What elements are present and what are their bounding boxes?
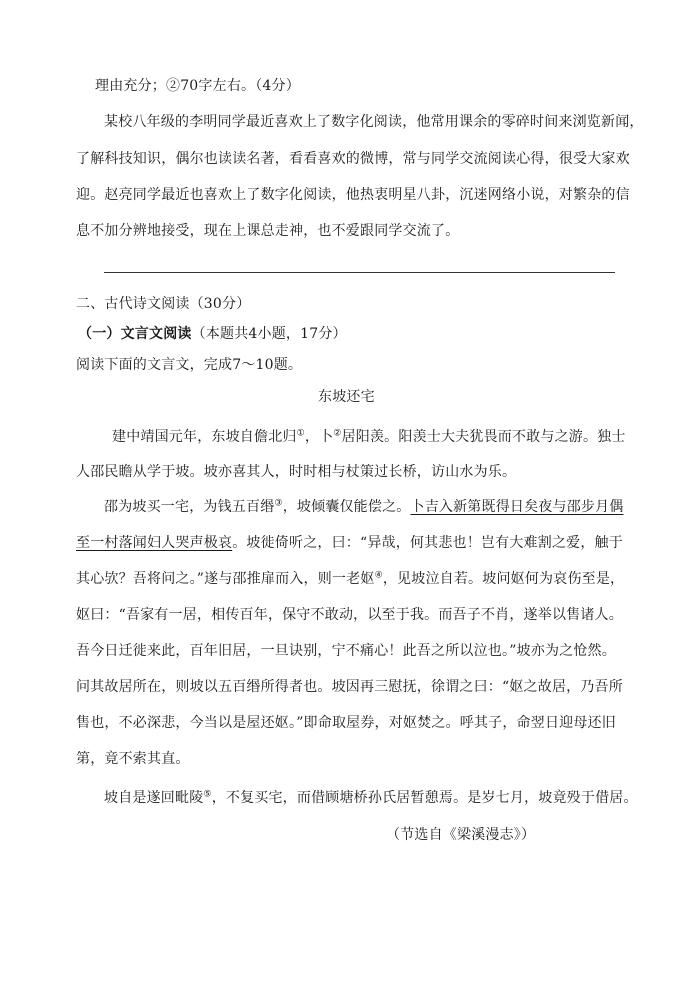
answer-line (104, 272, 615, 273)
footnote-mark: ⑤ (203, 789, 212, 800)
text-line (76, 570, 624, 588)
text-segment: 坡自是遂回毗陵 (104, 790, 204, 806)
text-segment: 邵为坡买一宅，为钱五百缗 (104, 499, 275, 515)
passage-title: 东坡还宅 (318, 389, 375, 405)
text-line (104, 498, 624, 516)
text-line: 妪曰：“吾家有一居，相传百年，保守不敢动，以至于我。而吾子不肖，遂举以售诸人。 (76, 607, 623, 623)
text-segment: ，不复买宅，而借顾塘桥孙氏居暂憩焉。是岁七月，坡竟殁于借居。 (211, 790, 638, 806)
text-segment: ，坡倾囊仅能偿之。 (282, 499, 411, 515)
footnote-mark: ④ (374, 570, 383, 581)
text-line: 人邵民瞻从学于坡。坡亦喜其人，时时相与杖策过长桥，访山水为乐。 (76, 464, 517, 480)
passage-line: 息不加分辨地接受，现在上课总走神，也不爱跟同学交流了。 (76, 223, 460, 239)
instruction: 阅读下面的文言文，完成7～10题。 (76, 357, 303, 373)
text-segment: 居阳羡。阳羡士大夫犹畏而不敢与之游。独士 (341, 429, 626, 445)
passage-line: 迎。赵亮同学最近也喜欢上了数字化阅读，他热衷明星八卦，沉迷网络小说，对繁杂的信 (76, 187, 630, 203)
text-line (112, 428, 626, 446)
sub-heading-rest: （本题共4小题，17分） (191, 326, 347, 342)
text-line: 吾今日迁徙来此，百年旧居，一旦诀别，宁不痛心！此吾之所以泣也。”坡亦为之怆然。 (76, 643, 616, 659)
footnote-mark: ③ (274, 498, 283, 509)
footnote-mark: ② (333, 428, 342, 439)
passage-line: 了解科技知识，偶尔也读读名著，看看喜欢的微博，常与同学交流阅读心得，很受大家欢 (76, 151, 630, 167)
sub-heading-bold: （一）文言文阅读 (78, 326, 192, 342)
requirement-line: 理由充分；②70字左右。（4分） (95, 78, 300, 94)
text-segment: 。坡徙倚听之，曰：“异哉，何其悲也！岂有大难割之爱，触于 (232, 535, 623, 551)
underlined-sentence: 卜吉入新第既得日矣夜与邵步月偶 (410, 499, 624, 515)
source-citation: （节选自《梁溪漫志》） (386, 827, 536, 843)
passage-line: 某校八年级的李明同学最近喜欢上了数字化阅读，他常用课余的零碎时间来浏览新闻， (104, 114, 644, 130)
footnote-mark: ① (296, 428, 305, 439)
text-line: 售也，不必深悲，今当以是屋还妪。”即命取屋券，对妪焚之。呼其子，命翌日迎母还旧 (76, 715, 616, 731)
underlined-sentence: 至一村落闻妇人哭声极哀 (76, 535, 233, 551)
text-line: 问其故居所在，则坡以五百缗所得者也。坡因再三慰抚，徐谓之曰：“妪之故居，乃吾所 (76, 679, 623, 695)
text-segment: ，见坡泣自若。坡问妪何为哀伤至是， (382, 571, 625, 587)
text-line (76, 534, 623, 552)
text-segment: ，卜 (304, 429, 334, 445)
section-heading: 二、古代诗文阅读（30分） (76, 296, 251, 312)
text-line: 第，竟不索其直。 (76, 751, 190, 767)
sub-heading (78, 325, 347, 343)
text-segment: 其心欤？吾将问之。”遂与邵推扉而入，则一老妪 (76, 571, 375, 587)
text-segment: 建中靖国元年，东坡自儋北归 (112, 429, 297, 445)
text-line (104, 789, 638, 807)
